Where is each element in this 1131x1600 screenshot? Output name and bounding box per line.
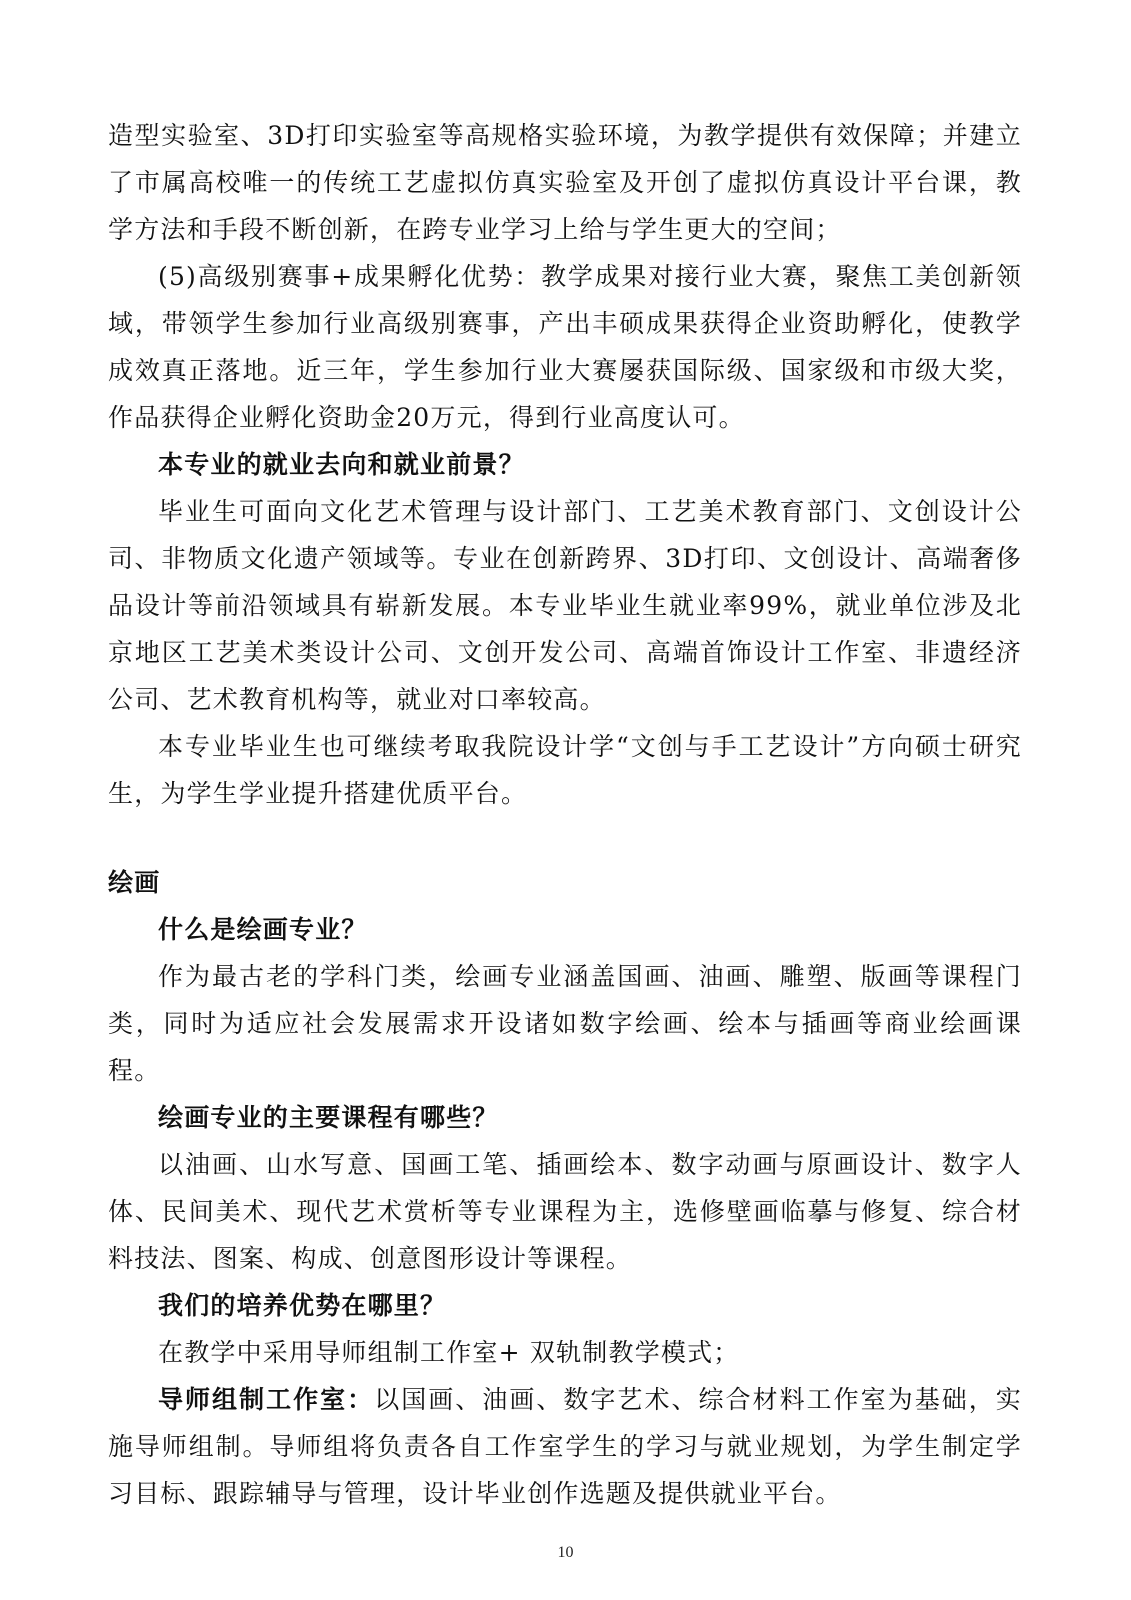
page-number: 10 (557, 1544, 574, 1561)
painting-q3-heading: 我们的培养优势在哪里？ (158, 1291, 447, 1320)
employment-paragraph-2: 本专业毕业生也可继续考取我院设计学“文创与手工艺设计”方向硕士研究生，为学生学业提升搭建优质平台。 (108, 732, 1022, 808)
page-content (108, 112, 1022, 1517)
employment-heading: 本专业的就业去向和就业前景？ (158, 450, 525, 479)
painting-section-title: 绘画 (108, 868, 161, 897)
painting-q1-text: 作为最古老的学科门类，绘画专业涵盖国画、油画、雕塑、版画等课程门类，同时为适应社会发展需求开设诸如数字绘画、绘本与插画等商业绘画课程。 (108, 962, 1022, 1085)
painting-q1-heading: 什么是绘画专业？ (158, 915, 368, 944)
painting-q3-text: 在教学中采用导师组制工作室+ 双轨制教学模式； (158, 1338, 740, 1367)
painting-q2-heading: 绘画专业的主要课程有哪些？ (158, 1103, 499, 1132)
employment-paragraph-1: 毕业生可面向文化艺术管理与设计部门、工艺美术教育部门、文创设计公司、非物质文化遗产领域等。专业在创新跨界、3D打印、文创设计、高端奢侈品设计等前沿领域具有崭新发展。本专业毕业生就业率99%，就业单位涉及北京地区工艺美术类设计公司、文创开发公司、高端首饰设计工作室、非遗经济公司、艺术教育机构等，就业对口率较高。 (108, 497, 1022, 714)
intro-paragraph-continued: 造型实验室、3D打印实验室等高规格实验环境，为教学提供有效保障；并建立了市属高校唯一的传统工艺虚拟仿真实验室及开创了虚拟仿真设计平台课，教学方法和手段不断创新，在跨专业学习上给与学生更大的空间； (108, 121, 1022, 244)
painting-q3-studio-paragraph (108, 1376, 1022, 1517)
studio-lead-label: 导师组制工作室： (158, 1385, 375, 1414)
intro-paragraph-awards: (5)高级别赛事+成果孵化优势：教学成果对接行业大赛，聚焦工美创新领域，带领学生参加行业高级别赛事，产出丰硕成果获得企业资助孵化，使教学成效真正落地。近三年，学生参加行业大赛屡获国际级、国家级和市级大奖，作品获得企业孵化资助金20万元，得到行业高度认可。 (108, 262, 1022, 432)
painting-q2-text: 以油画、山水写意、国画工笔、插画绘本、数字动画与原画设计、数字人体、民间美术、现代艺术赏析等专业课程为主，选修壁画临摹与修复、综合材料技法、图案、构成、创意图形设计等课程。 (108, 1150, 1022, 1273)
studio-lead-text: 以国画、油画、数字艺术、综合材料工作室为基础，实施导师组制。导师组将负责各自工作室学生的学习与就业规划，为学生制定学习目标、跟踪辅导与管理，设计毕业创作选题及提供就业平台。 (108, 1385, 1022, 1508)
